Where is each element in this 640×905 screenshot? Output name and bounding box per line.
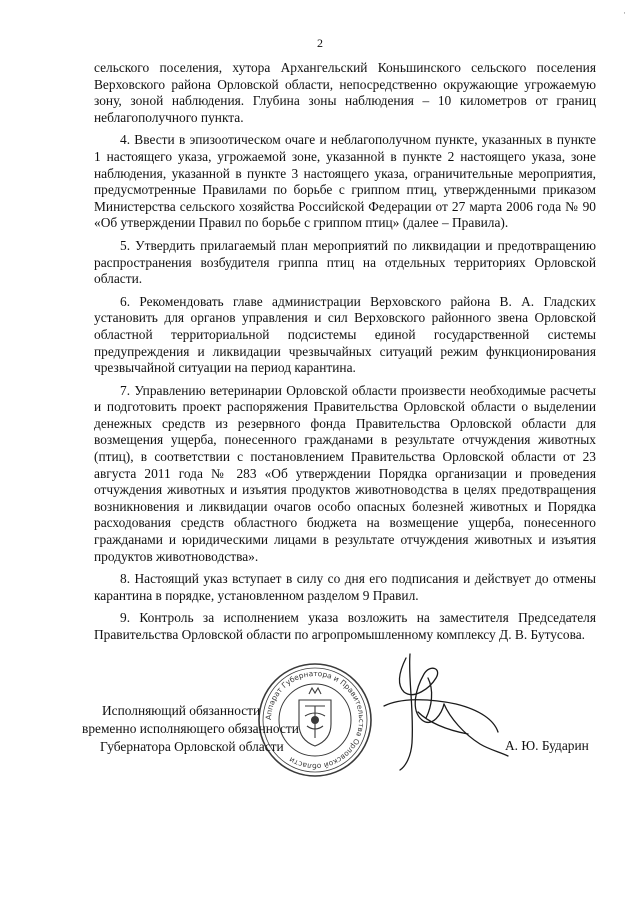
handwritten-signature-icon [370, 648, 520, 773]
paragraph-item-8: 8. Настоящий указ вступает в силу со дня его подписания и действует до отмены карантина в порядке, установленном разделом 9 Правил. [94, 571, 596, 603]
paragraph-item-4: 4. Ввести в эпизоотическом очаге и неблагополучном пункте, указанных в пункте 1 настоящего указа, угрожаемой зоне, указанной в пункте 2 настоящего указа, зоне наблюдения, указанной в пункте 3 настоящего указа, ограничительные мероприятия, предусмотренные Правилами по борьбе с гриппом птиц, утвержденными приказом Министерства сельского хозяйства Российской Федерации от 27 марта 2006 года № 90 «Об утверждении Правил по борьбе с гриппом птиц» (далее – Правила). [94, 132, 596, 231]
page-number: 2 [317, 36, 323, 50]
seal-ring-text: Аппарат Губернатора и Правительства Орловской области [263, 668, 367, 772]
signatory-title-line-2: временно исполняющего обязанности [82, 721, 299, 736]
signer-name: А. Ю. Бударин [505, 738, 589, 753]
paragraph-continuation: сельского поселения, хутора Архангельский Коньшинского сельского поселения Верховского района Орловской области, непосредственно окружающие угрожаемую зону, зоной наблюдения. Глубина зоны наблюдения – 10 километров от границ неблагополучного пункта. [94, 60, 596, 125]
signatory-title-line-1: Исполняющий обязанности [102, 703, 261, 718]
corner-mark: · [623, 8, 626, 18]
paragraph-item-7: 7. Управлению ветеринарии Орловской области произвести необходимые расчеты и подготовить проект распоряжения Правительства Орловской области о выделении денежных средств из резервного фонда Правительства Орловской области для возмещения ущерба, понесенного гражданами в результате отчуждения животных (птиц), в соответствии с постановлением Правительства Орловской области от 23 августа 2011 года № 283 «Об утверждении Порядка организации и проведения отчуждения животных и изъятия продуктов животноводства в целях предотвращения возникновения и ликвидации очагов особо опасных болезней животных и Порядка расходования средств областного бюджета на возмещение ущерба, понесенного гражданами и юридическими лицами в результате отчуждения животных и изъятия продуктов животноводства». [94, 382, 596, 564]
paragraph-item-5: 5. Утвердить прилагаемый план мероприятий по ликвидации и предотвращению распространения возбудителя гриппа птиц на отдельных территориях Орловской области. [94, 237, 596, 287]
signature-block [82, 702, 342, 756]
signatory-title-line-3: Губернатора Орловской области [100, 739, 284, 754]
paragraph-item-9: 9. Контроль за исполнением указа возложить на заместителя Председателя Правительства Орловской области по агропромышленному комплексу Д. В. Бутусова. [94, 610, 596, 642]
paragraph-item-6: 6. Рекомендовать главе администрации Верховского района В. А. Гладских установить для органов управления и сил Верховского районного звена Орловской областной территориальной подсистемы единой государственной системы предупреждения и ликвидации чрезвычайных ситуаций режим функционирования чрезвычайной ситуации на период карантина. [94, 293, 596, 376]
document-body [94, 60, 596, 650]
